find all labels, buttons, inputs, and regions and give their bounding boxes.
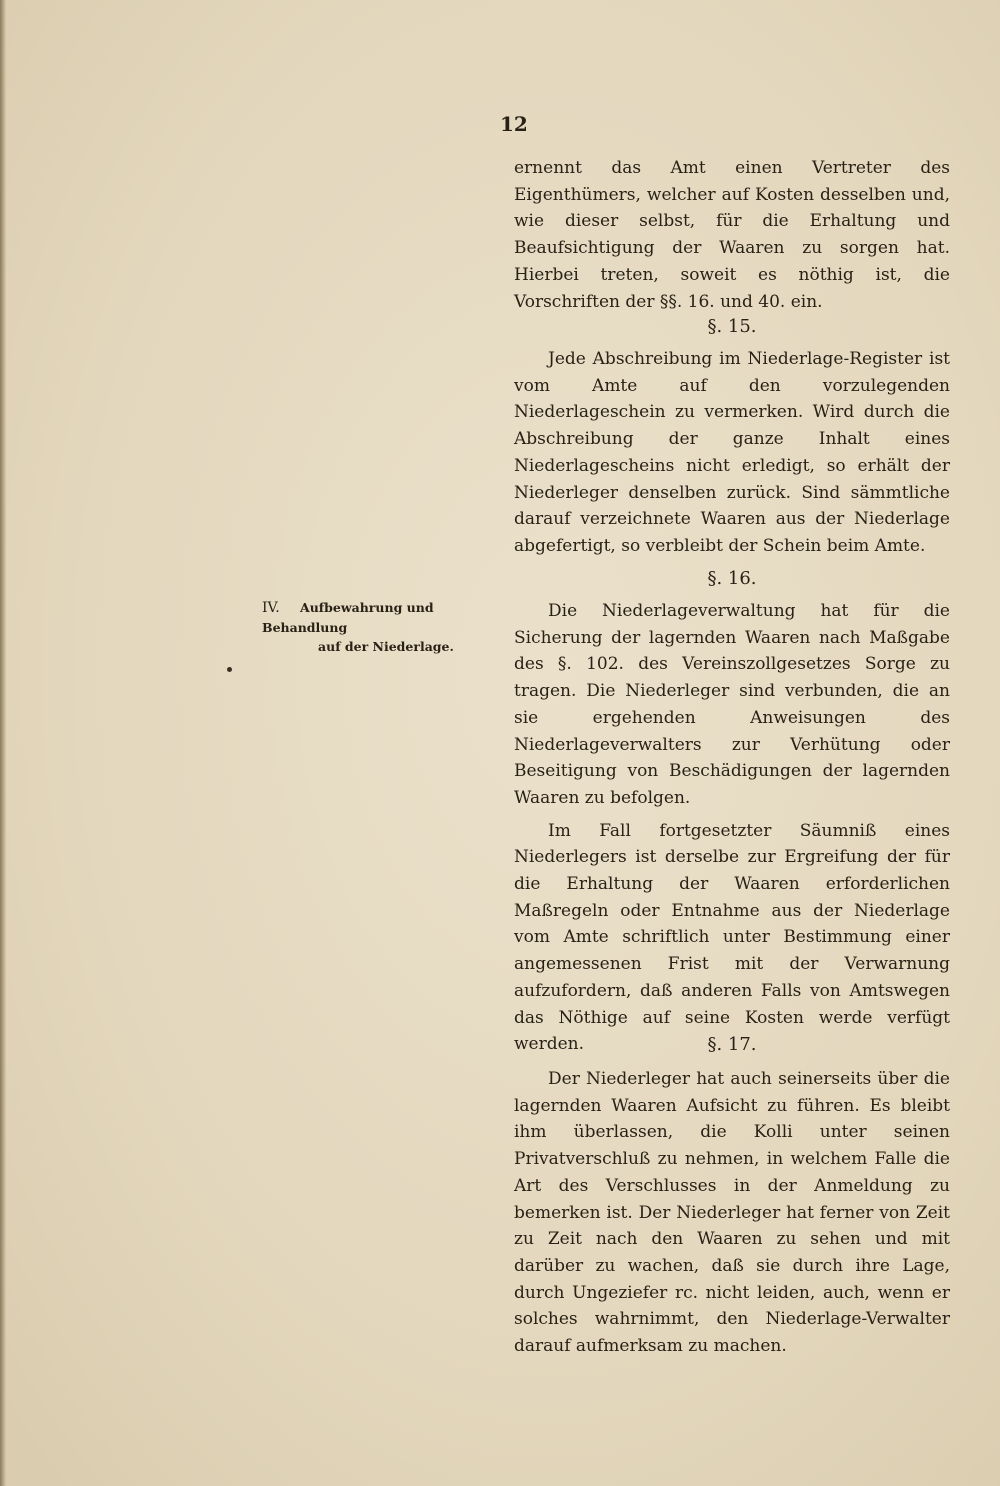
margin-note-line-1: Aufbewahrung und Behandlung [262,600,434,635]
paragraph-text: Im Fall fortgesetzter Säumniß eines Niederlegers ist derselbe zur Ergreifung der für die Erhaltung der Waaren erforderlichen Maßregeln oder Entnahme aus der Niederlage vom Amte schriftlich unter Bestimmung einer angemessenen Frist mit der Verwarnung aufzufordern, daß anderen Falls von Amtswegen das Nöthige auf seine Kosten werde verfügt werden. [514,820,950,1055]
ink-speck [227,667,232,672]
section-heading-15: §. 15. [707,316,757,337]
section-15-body [514,346,950,560]
page-edge [0,0,6,1486]
section-heading-16: §. 16. [707,568,757,589]
page-number: 12 [500,112,528,136]
margin-note [262,598,512,656]
paragraph-text: Die Niederlageverwaltung hat für die Sicherung der lagernden Waaren nach Maßgabe des §. 102. des Vereinszollgesetzes Sorge zu tragen. Die Niederleger sind verbunden, die an sie ergehenden Anweisungen des Niederlageverwalters zur Verhütung oder Beseitigung von Beschädigungen der lagernden Waaren zu befolgen. [514,601,950,808]
margin-note-number: IV. [262,600,280,616]
paragraph-text: Jede Abschreibung im Niederlage-Register ist vom Amte auf den vorzulegenden Niederlageschein zu vermerken. Wird durch die Abschreibung der ganze Inhalt eines Niederlagescheins nicht erledigt, so erhält der Niederleger denselben zurück. Sind sämmtliche darauf verzeichnete Waaren aus der Niederlage abgefertigt, so verbleibt der Schein beim Amte. [514,349,950,556]
section-heading-17: §. 17. [707,1034,757,1055]
margin-note-line-2: auf der Niederlage. [318,639,454,654]
section-16-body [514,598,950,1058]
paragraph-text: Der Niederleger hat auch seinerseits über die lagernden Waaren Aufsicht zu führen. Es bleibt ihm überlassen, die Kolli unter seinen Privatverschluß zu nehmen, in welchem Falle die Art des Verschlusses in der Anmeldung zu bemerken ist. Der Niederleger hat ferner von Zeit zu Zeit nach den Waaren zu sehen und mit darüber zu wachen, daß sie durch ihre Lage, durch Ungeziefer rc. nicht leiden, auch, wenn er solches wahrnimmt, den Niederlage-Verwalter darauf aufmerksam zu machen. [514,1069,950,1357]
paragraph-text: ernennt das Amt einen Vertreter des Eigenthümers, welcher auf Kosten desselben und, wie dieser selbst, für die Erhaltung und Beaufsichtigung der Waaren zu sorgen hat. Hierbei treten, soweit es nöthig ist, die Vorschriften der §§. 16. und 40. ein. [514,158,950,312]
section-17-body [514,1066,950,1360]
paragraph-continued [514,155,950,315]
